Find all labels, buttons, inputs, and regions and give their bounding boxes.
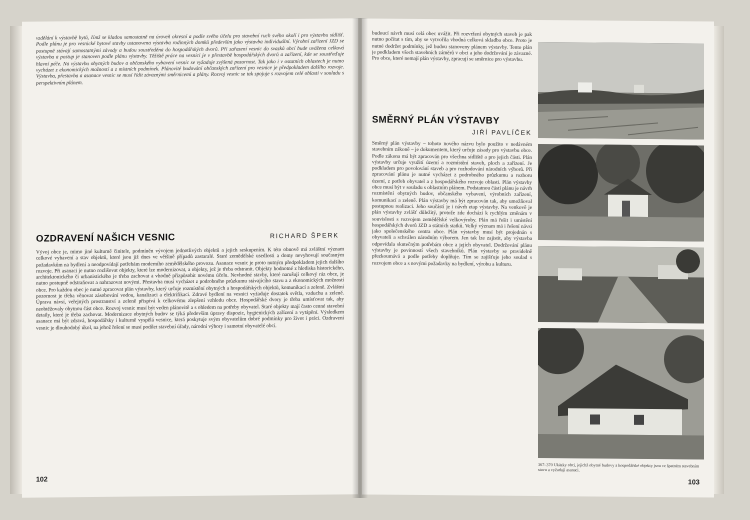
- right-intro-text: budoucí návrh musí celá obec uvážit. Při rozvržení obytných staveb je pak nutno počítat s tím, aby se vytvořila vhodná celková skladba obce. Proto je nutné dodržet podmínky, jež budou stanoveny plánem výstavby. Tento plán je podkladem všech stavebních záměrů v obci a jeho dodržování je závazné. Pro obce, které nemají plán výstavby, zpracují se směrnice pro výstavbu.: [372, 30, 532, 64]
- photo-caption: 367–370 Ukázky obcí, jejichž obytné budovy a hospodářské objekty jsou ve špatném stavebním stavu a vyžadují asanaci.: [538, 462, 700, 473]
- photo-cottage-trees: [538, 144, 704, 241]
- right-page-number: 103: [688, 479, 700, 487]
- right-page-edges: [714, 26, 724, 494]
- book-spine-shadow: [352, 18, 368, 498]
- left-body-text: Vývoj obce je, mimo jiné kulturně činitele, podmíněn vývojem jednotlivých objektů a jejich seskupením. K této obnově má zvláštní význam celkové vybavení a stav objektů, které jsou již dnes ve většině případů zastaralé. Staré zemědělské usedlosti a domy nevyhovují současným požadavkům na bydlení a neodpovídají potřebám moderního zemědělského provozu. Asanace vesnic je proto nutným předpokladem jejich dalšího rozvoje. Při asanaci je nutno rozlišovat objekty, které lze modernizovat, a objekty, jež je třeba odstranit. Objekty hodnotné z hlediska historického, architektonického či urbanistického je třeba zachovat a vhodně přizpůsobit novému účelu. Nevhodné stavby, které narušují celkový ráz obce, je nutno postupně odstraňovat a nahrazovat novými. Přestavba musí vycházet z podrobného průzkumu stávajícího stavu a z ekonomických možností obce. Pro každou obec je nutné zpracovat plán výstavby, který určuje rozmístění obytných a hospodářských objektů, komunikací a zeleně. Zvláštní pozornost je třeba věnovat zásobování vodou, kanalizaci a elektrifikaci. Zdravé bydlení na vesnici vyžaduje dostatek světla, vzduchu a zeleně. Úprava návsí, veřejných prostranství a zeleně přispívá k celkovému zlepšení vzhledu obce. Hospodářské dvory je třeba umísťovat tak, aby neobtěžovaly obytnou část obce. Rozvoj vesnic musí být veden plánovitě a s ohledem na potřeby obyvatel. Staré objekty mají často cenné stavební detaily, které je třeba zachovat. Modernizace obytných budov se týká především úpravy dispozic, hygienických zařízení a vytápění. Výsledkem asanace má být zdravá, hospodářsky i kulturně vyspělá vesnice, která poskytuje svým obyvatelům dobré podmínky pro život i práci. Ozdravení vesnic je dlouhodobý úkol, na jehož řešení se musí podílet stavební úřady, národní výbory i samotní obyvatelé obcí.: [36, 246, 344, 332]
- right-page-heading: SMĚRNÝ PLÁN VÝSTAVBY: [372, 114, 500, 127]
- left-page: [22, 18, 358, 498]
- left-page-number: 102: [36, 476, 48, 484]
- left-page-author: RICHARD ŠPERK: [270, 232, 340, 241]
- right-body-text: Směrný plán výstavby – tohoto nového názvu bylo použito v nedávném stavebním zákoně – je dokumentem, který určuje zásady pro výstavbu obce. Podle zákona má být zpracován pro všechna sídliště a pro jejich části. Plán výstavby určuje využití území a rozmístění staveb, ploch a zařízení. Je podkladem pro povolování staveb a pro rozhodování národních výborů. Při zpracování plánu je nutné vycházet z podrobného průzkumu a rozboru území, z potřeb obyvatel a z hospodářského rozvoje oblasti. Plán výstavby obce musí být v souladu s oblastním plánem. Podstatnou částí plánu je návrh rozmístění obytných budov, občanského vybavení, výrobních zařízení, komunikací a zeleně. Plán výstavby má být zpracován tak, aby umožňoval postupnou realizaci. Jeho součástí je i návrh etap výstavby. Na venkově je plán výstavby zvlášť důležitý, protože zde dochází k rychlým změnám v souvislosti s rozvojem zemědělské velkovýroby. Plán má řešit i umístění hospodářských dvorů JZD a státních statků. Velký význam má i řešení návsi jako společenského centra obce. Plán výstavby musí být projednán s obyvateli a schválen národním výborem. Jen tak lze zajistit, aby výstavba odpovídala skutečným potřebám obce a jejích obyvatel. Dodržování plánu výstavby je povinností všech stavebníků. Plán výstavby se pravidelně přezkoumává a podle potřeby doplňuje. Tím se zajišťuje jeho soulad s rozvojem obce a s novými požadavky na bydlení, výrobu a kulturu.: [372, 140, 532, 268]
- photo-thatched-cottage: [538, 328, 704, 459]
- right-page: [362, 18, 714, 497]
- left-page-heading: OZDRAVENÍ NAŠICH VESNIC: [36, 232, 176, 245]
- left-intro-text: vzdělání k výstavbě bytů, čímž se kladou samostatně na úroveň okresní a podle svého účelu pro stavební ruch svého okolí i pro výstavbu sídlišť. Podle plánu je pro vesnické bytové stavby ustanovena výstavba rodinných domků především jako výstavba individuální. Výrobní zařízení JZD se postupně stávají samostatnými závody a budou soustředěna do hospodářských dvorů. Při zařazení vesnic do svazků obcí bude uvážena celková výstavba a postup je stanoven podle plánu výstavby. Těžiště práce na vesnici je v přestavbě hospodářských dvorů a zařízení, kde se soustřeďuje hlavní péče. Na výstavbu obytných budov a občanského vybavení vesnic se vyžaduje zvýšená pozornost. Tak jako i v ostatních oblastech je nutno vycházet z ekonomických možností a z místních podmínek. Plánovité budování občanských zařízení pro vesnice je předpokladem dalšího rozvoje. Výstavba, přestavba a asanace vesnic se musí řídit závaznými směrnicemi a plány. Rozvoj vesnic se tak spojuje s rozvojem celé oblasti v souladu s perspektivním plánem.: [36, 32, 344, 87]
- photo-village-road: [538, 246, 704, 323]
- photo-village-field: [538, 42, 704, 139]
- right-page-author: JIŘÍ PAVLÍČEK: [472, 129, 532, 137]
- left-page-edges: [10, 26, 22, 494]
